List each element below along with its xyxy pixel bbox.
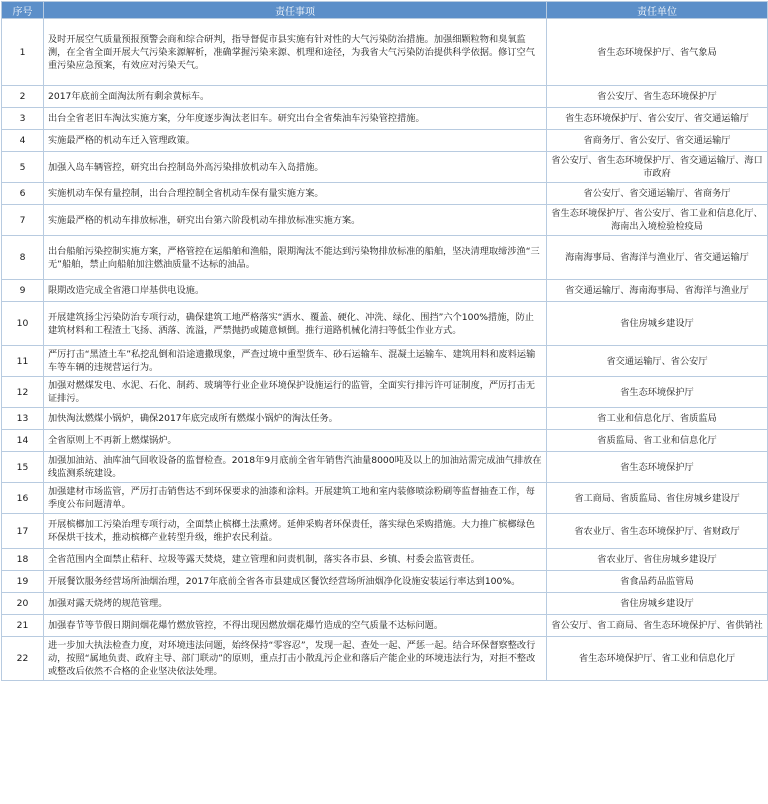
row-item: 加强对露天烧烤的规范管理。: [44, 593, 547, 615]
row-unit: 省公安厅、省生态环境保护厅: [547, 86, 768, 108]
row-number: 15: [2, 452, 44, 483]
row-unit: 省工商局、省质监局、省住房城乡建设厅: [547, 483, 768, 514]
row-unit: 省交通运输厅、海南海事局、省海洋与渔业厅: [547, 280, 768, 302]
row-number: 21: [2, 615, 44, 637]
row-number: 11: [2, 346, 44, 377]
table-row: [2, 483, 768, 514]
row-number: 10: [2, 302, 44, 346]
table-row: [2, 637, 768, 681]
row-unit: 省生态环境保护厅、省公安厅、省交通运输厅: [547, 108, 768, 130]
row-unit: 省农业厅、省生态环境保护厅、省财政厅: [547, 514, 768, 549]
row-unit: 省生态环境保护厅、省公安厅、省工业和信息化厅、海南出入境检验检疫局: [547, 205, 768, 236]
row-item: 加强建材市场监管，严厉打击销售达不到环保要求的油漆和涂料。开展建筑工地和室内装修喷涂粉刷等监督抽查工作，每季度公布问题清单。: [44, 483, 547, 514]
row-number: 2: [2, 86, 44, 108]
table-row: [2, 452, 768, 483]
table-header-row: [2, 2, 768, 19]
table-body: [2, 19, 768, 681]
table-row: [2, 19, 768, 86]
row-unit: 省生态环境保护厅、省工业和信息化厅: [547, 637, 768, 681]
row-number: 9: [2, 280, 44, 302]
row-unit: 省生态环境保护厅: [547, 452, 768, 483]
table-row: [2, 408, 768, 430]
row-item: 开展餐饮服务经营场所油烟治理，2017年底前全省各市县建成区餐饮经营场所油烟净化设施安装运行率达到100%。: [44, 571, 547, 593]
header-num: 序号: [2, 2, 44, 19]
row-item: 严厉打击“黑渣土车”私挖乱倒和沿途遗撒现象，严查过境中重型货车、砂石运输车、混凝土运输车、建筑用料和废料运输车等车辆的违规营运行为。: [44, 346, 547, 377]
row-item: 限期改造完成全省港口岸基供电设施。: [44, 280, 547, 302]
row-unit: 省生态环境保护厅、省气象局: [547, 19, 768, 86]
row-unit: 省住房城乡建设厅: [547, 302, 768, 346]
row-item: 实施最严格的机动车排放标准，研究出台第六阶段机动车排放标准实施方案。: [44, 205, 547, 236]
row-unit: 省商务厅、省公安厅、省交通运输厅: [547, 130, 768, 152]
row-unit: 省质监局、省工业和信息化厅: [547, 430, 768, 452]
table-row: [2, 430, 768, 452]
row-number: 17: [2, 514, 44, 549]
table-row: [2, 280, 768, 302]
table-row: [2, 302, 768, 346]
row-item: 开展槟榔加工污染治理专项行动，全面禁止槟榔土法熏烤。延伸采购者环保责任，落实绿色采购措施。大力推广槟榔绿色环保烘干技术，推动槟榔产业转型升级，维护农民利益。: [44, 514, 547, 549]
row-unit: 省交通运输厅、省公安厅: [547, 346, 768, 377]
row-unit: 省公安厅、省生态环境保护厅、省交通运输厅、海口市政府: [547, 152, 768, 183]
row-number: 1: [2, 19, 44, 86]
table-row: [2, 615, 768, 637]
row-number: 5: [2, 152, 44, 183]
row-number: 13: [2, 408, 44, 430]
row-unit: 省农业厅、省住房城乡建设厅: [547, 549, 768, 571]
row-item: 加强春节等节假日期间烟花爆竹燃放管控，不得出现因燃放烟花爆竹造成的空气质量不达标问题。: [44, 615, 547, 637]
row-item: 及时开展空气质量预报预警会商和综合研判，指导督促市县实施有针对性的大气污染防治措施。加强细颗粒物和臭氧监测，在全省全面开展大气污染来源解析，准确掌握污染来源、机理和途径，为我省大气污染防治提供科学依据。修订空气重污染应急预案，有效应对污染天气。: [44, 19, 547, 86]
table-row: [2, 377, 768, 408]
row-number: 20: [2, 593, 44, 615]
row-number: 22: [2, 637, 44, 681]
table-row: [2, 571, 768, 593]
row-item: 加强加油站、油库油气回收设备的监督检查。2018年9月底前全省年销售汽油量8000吨及以上的加油站需完成油气排放在线监测系统建设。: [44, 452, 547, 483]
row-number: 3: [2, 108, 44, 130]
row-number: 7: [2, 205, 44, 236]
table-row: [2, 152, 768, 183]
row-unit: 海南海事局、省海洋与渔业厅、省交通运输厅: [547, 236, 768, 280]
table-row: [2, 236, 768, 280]
row-number: 12: [2, 377, 44, 408]
row-item: 全省范围内全面禁止秸秆、垃圾等露天焚烧，建立管理和问责机制，落实各市县、乡镇、村委会监管责任。: [44, 549, 547, 571]
row-number: 19: [2, 571, 44, 593]
row-number: 4: [2, 130, 44, 152]
row-item: 实施机动车保有量控制，出台合理控制全省机动车保有量实施方案。: [44, 183, 547, 205]
header-unit: 责任单位: [547, 2, 768, 19]
row-item: 加强对燃煤发电、水泥、石化、制药、玻璃等行业企业环境保护设施运行的监管，全面实行排污许可证制度，严厉打击无证排污。: [44, 377, 547, 408]
row-unit: 省公安厅、省工商局、省生态环境保护厅、省供销社: [547, 615, 768, 637]
table-row: [2, 205, 768, 236]
row-unit: 省住房城乡建设厅: [547, 593, 768, 615]
table-row: [2, 86, 768, 108]
row-item: 全省原则上不再新上燃煤锅炉。: [44, 430, 547, 452]
table-row: [2, 183, 768, 205]
row-number: 6: [2, 183, 44, 205]
row-unit: 省工业和信息化厅、省质监局: [547, 408, 768, 430]
table-row: [2, 593, 768, 615]
table-row: [2, 514, 768, 549]
responsibility-table: [1, 1, 768, 681]
row-item: 出台全省老旧车淘汰实施方案，分年度逐步淘汰老旧车。研究出台全省柴油车污染管控措施。: [44, 108, 547, 130]
row-item: 出台船舶污染控制实施方案，严格管控在运船舶和渔船，限期淘汰不能达到污染物排放标准的船舶，坚决清理取缔涉渔“三无”船舶，禁止向船舶加注燃油质量不达标的油品。: [44, 236, 547, 280]
row-unit: 省生态环境保护厅: [547, 377, 768, 408]
row-item: 进一步加大执法检查力度，对环境违法问题，始终保持“零容忍”，发现一起、查处一起、严惩一起。结合环保督察整改行动，按照“属地负责、政府主导、部门联动”的原则，重点打击小散乱污企业和落后产能企业的环境违法行为，对拒不整改或整改后依然不合格的企业坚决依法处理。: [44, 637, 547, 681]
row-number: 8: [2, 236, 44, 280]
table-row: [2, 108, 768, 130]
row-item: 2017年底前全面淘汰所有剩余黄标车。: [44, 86, 547, 108]
row-item: 加快淘汰燃煤小锅炉，确保2017年底完成所有燃煤小锅炉的淘汰任务。: [44, 408, 547, 430]
row-item: 加强入岛车辆管控，研究出台控制岛外高污染排放机动车入岛措施。: [44, 152, 547, 183]
header-item: 责任事项: [44, 2, 547, 19]
table-row: [2, 549, 768, 571]
row-unit: 省食品药品监管局: [547, 571, 768, 593]
table-row: [2, 130, 768, 152]
row-item: 开展建筑扬尘污染防治专项行动，确保建筑工地严格落实“洒水、覆盖、硬化、冲洗、绿化、围挡”六个100%措施，防止建筑材料和工程渣土飞扬、洒落、流溢，严禁抛扔或随意倾倒。推行道路机械化清扫等低尘作业方式。: [44, 302, 547, 346]
row-item: 实施最严格的机动车迁入管理政策。: [44, 130, 547, 152]
row-number: 18: [2, 549, 44, 571]
table-row: [2, 346, 768, 377]
row-number: 16: [2, 483, 44, 514]
row-number: 14: [2, 430, 44, 452]
row-unit: 省公安厅、省交通运输厅、省商务厅: [547, 183, 768, 205]
